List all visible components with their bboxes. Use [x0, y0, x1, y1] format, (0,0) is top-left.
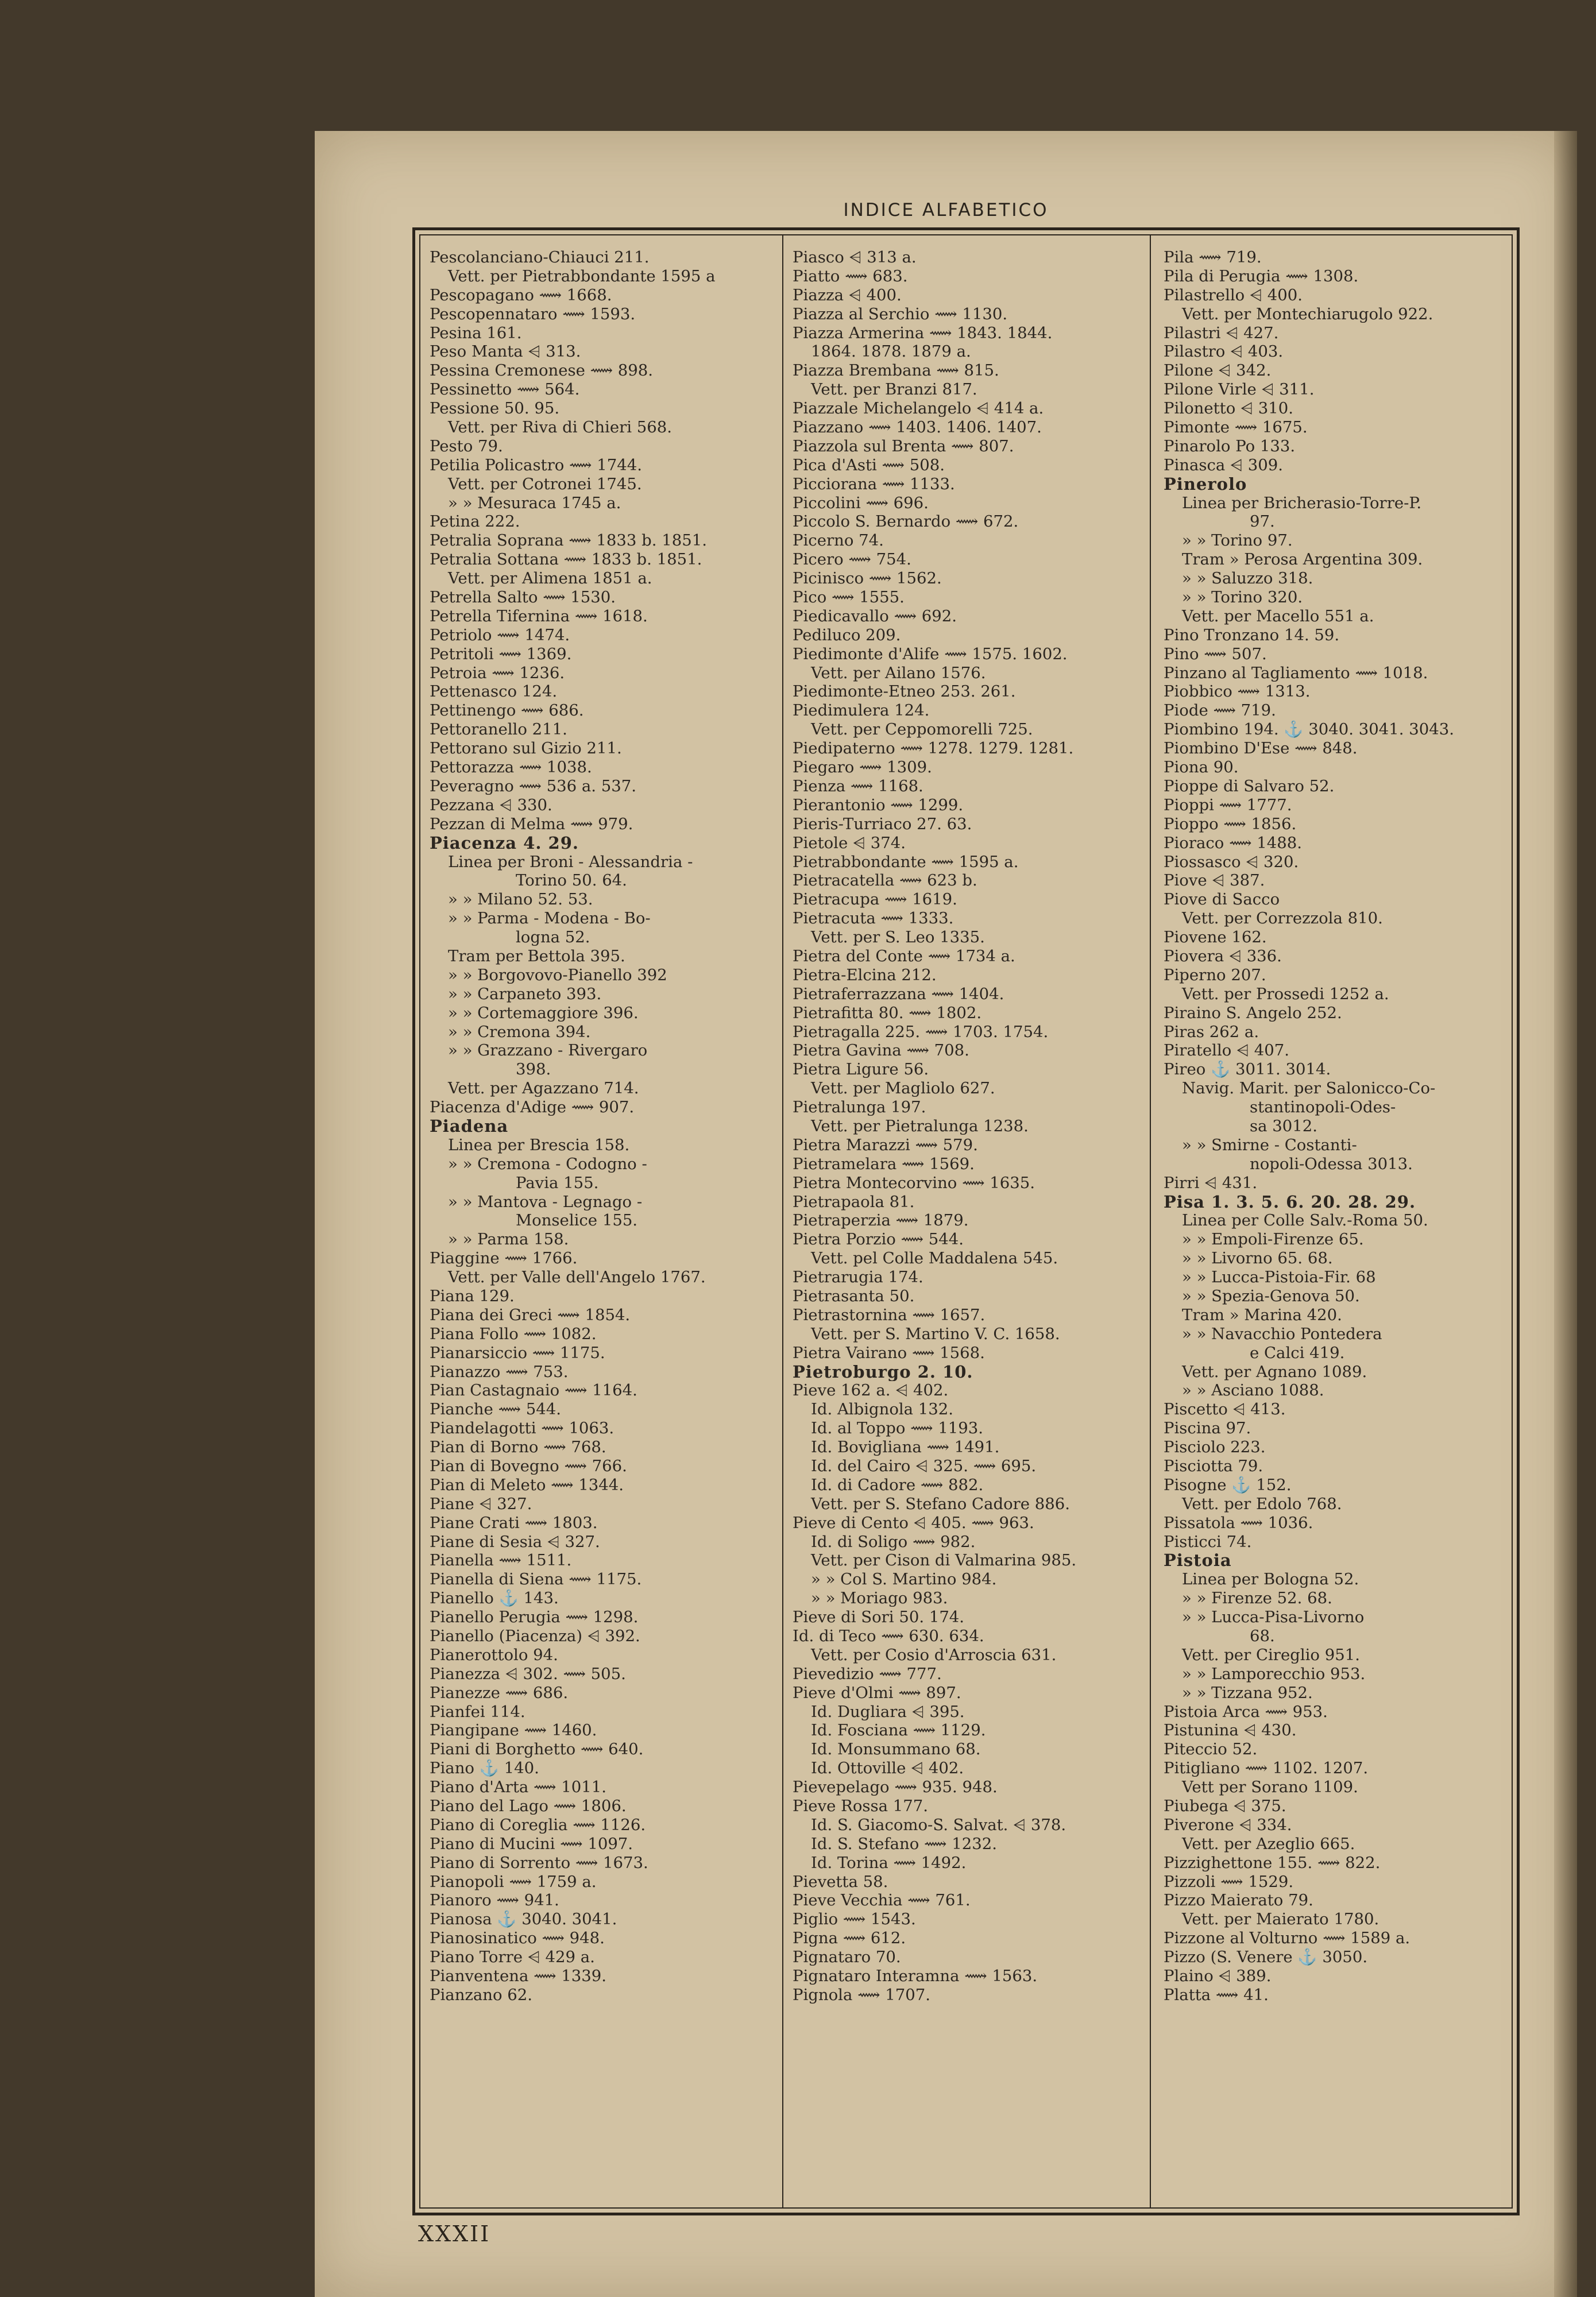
index-entry: » » Smirne - Costanti- [1182, 1135, 1357, 1154]
index-entry: 68. [1250, 1627, 1275, 1646]
index-entry: Pietra Gavina ⟿ 708. [793, 1041, 969, 1060]
index-entry: » » Milano 52. 53. [448, 890, 593, 909]
index-entry: Vett. per Cosio d'Arroscia 631. [811, 1645, 1057, 1664]
index-entry: Pianosinatico ⟿ 948. [430, 1929, 605, 1948]
index-entry: Piano del Lago ⟿ 1806. [430, 1797, 627, 1816]
index-entry: Pietralunga 197. [793, 1098, 926, 1117]
index-entry: Pignataro 70. [793, 1948, 901, 1967]
index-entry: Pila ⟿ 719. [1164, 248, 1262, 266]
column-divider [782, 235, 783, 2207]
index-entry: Pessinetto ⟿ 564. [430, 380, 580, 399]
index-entry: Pietramelara ⟿ 1569. [793, 1154, 975, 1173]
index-entry: Pesto 79. [430, 436, 503, 455]
index-entry: Pianerottolo 94. [430, 1645, 558, 1664]
index-entry: Picerno 74. [793, 531, 884, 550]
index-entry: » » Spezia-Genova 50. [1182, 1286, 1360, 1305]
index-entry: Vett. per Cison di Valmarina 985. [811, 1551, 1077, 1570]
index-entry: Petralia Soprana ⟿ 1833 b. 1851. [430, 531, 707, 550]
index-entry: Pizzo (S. Venere ⚓ 3050. [1164, 1948, 1368, 1967]
index-entry: Pilonetto ⩤ 310. [1164, 399, 1294, 418]
index-entry: Pievepelago ⟿ 935. 948. [793, 1778, 998, 1797]
index-entry: Id. del Cairo ⩤ 325. ⟿ 695. [811, 1457, 1037, 1475]
index-entry: Pettorano sul Gizio 211. [430, 739, 622, 758]
index-entry: Piccolini ⟿ 696. [793, 493, 929, 512]
index-entry: Piangipane ⟿ 1460. [430, 1721, 597, 1740]
index-entry: Piombino D'Ese ⟿ 848. [1164, 739, 1358, 758]
index-entry: Piano d'Arta ⟿ 1011. [430, 1778, 606, 1797]
index-entry: Piazzano ⟿ 1403. 1406. 1407. [793, 418, 1042, 437]
index-entry: Picciorana ⟿ 1133. [793, 474, 955, 493]
index-entry: Piverone ⩤ 334. [1164, 1815, 1292, 1834]
index-entry: Pieve Vecchia ⟿ 761. [793, 1891, 971, 1910]
index-entry: Piano ⚓ 140. [430, 1759, 539, 1778]
index-entry: Pieve Rossa 177. [793, 1797, 928, 1816]
index-entry: Pezzana ⩤ 330. [430, 795, 552, 814]
index-entry: Pino Tronzano 14. 59. [1164, 625, 1340, 644]
index-entry: Pianche ⟿ 544. [430, 1400, 561, 1419]
index-entry: Pisciotta 79. [1164, 1457, 1263, 1475]
index-entry: » » Asciano 1088. [1182, 1381, 1324, 1400]
index-entry: Pianazzo ⟿ 753. [430, 1362, 569, 1381]
index-entry: Plaino ⩤ 389. [1164, 1967, 1272, 1986]
index-entry: Torino 50. 64. [516, 871, 627, 890]
index-entry: Id. di Cadore ⟿ 882. [811, 1475, 984, 1494]
index-entry: Piatto ⟿ 683. [793, 266, 908, 285]
index-entry: Piana 129. [430, 1286, 515, 1305]
index-entry: Pievedizio ⟿ 777. [793, 1664, 942, 1683]
index-entry: Platta ⟿ 41. [1164, 1985, 1269, 2004]
index-entry: logna 52. [516, 928, 590, 947]
index-entry: Monselice 155. [516, 1211, 638, 1230]
index-entry: Piedipaterno ⟿ 1278. 1279. 1281. [793, 739, 1074, 758]
index-entry: Piedimulera 124. [793, 701, 930, 720]
index-frame [412, 227, 1520, 2215]
index-entry: Pescolanciano-Chiauci 211. [430, 248, 650, 266]
index-entry: Pieve d'Olmi ⟿ 897. [793, 1683, 961, 1702]
index-entry: Pioppi ⟿ 1777. [1164, 795, 1292, 814]
index-entry: Tram per Bettola 395. [448, 946, 625, 965]
index-entry: Piedimonte d'Alife ⟿ 1575. 1602. [793, 644, 1068, 663]
index-entry: Pignataro Interamna ⟿ 1563. [793, 1967, 1038, 1986]
index-entry: Pezzan di Melma ⟿ 979. [430, 814, 633, 833]
index-entry: Pignola ⟿ 1707. [793, 1985, 930, 2004]
index-entry: Vett. per Cireglio 951. [1182, 1645, 1360, 1664]
index-entry: Pinzano al Tagliamento ⟿ 1018. [1164, 663, 1428, 682]
index-entry: Piane Crati ⟿ 1803. [430, 1513, 598, 1532]
index-entry: » » Lucca-Pistoia-Fir. 68 [1182, 1268, 1376, 1287]
index-entry: Id. Fosciana ⟿ 1129. [811, 1721, 986, 1740]
index-entry: Piano di Mucini ⟿ 1097. [430, 1834, 633, 1853]
index-entry: Pietrabbondante ⟿ 1595 a. [793, 852, 1019, 871]
index-entry: Pietra del Conte ⟿ 1734 a. [793, 946, 1015, 965]
index-entry: Petralia Sottana ⟿ 1833 b. 1851. [430, 550, 702, 569]
index-heading: Pietroburgo 2. 10. [793, 1362, 973, 1382]
index-entry: Piras 262 a. [1164, 1022, 1259, 1041]
index-entry: Piove di Sacco [1164, 890, 1280, 909]
index-entry: Piode ⟿ 719. [1164, 701, 1276, 720]
index-entry: Vett. per Pietralunga 1238. [811, 1116, 1029, 1135]
index-entry: Piovera ⩤ 336. [1164, 946, 1282, 965]
index-entry: Pianezza ⩤ 302. ⟿ 505. [430, 1664, 626, 1683]
index-entry: Piazza Brembana ⟿ 815. [793, 361, 999, 380]
index-entry: Linea per Bricherasio-Torre-P. [1182, 493, 1422, 512]
index-entry: » » Mantova - Legnago - [448, 1192, 643, 1211]
index-entry: Pianello ⚓ 143. [430, 1589, 559, 1608]
index-entry: Id. Torina ⟿ 1492. [811, 1853, 967, 1872]
index-entry: Vett. per Riva di Chieri 568. [448, 418, 673, 437]
index-entry: Pettenasco 124. [430, 682, 558, 701]
index-entry: Pianosa ⚓ 3040. 3041. [430, 1910, 617, 1929]
index-entry: Pilone Virle ⩤ 311. [1164, 380, 1315, 399]
index-entry: Piazza ⩤ 400. [793, 285, 902, 304]
index-entry: Pietrasanta 50. [793, 1286, 915, 1305]
index-entry: Pietrastornina ⟿ 1657. [793, 1305, 986, 1324]
index-entry: Pievetta 58. [793, 1872, 888, 1891]
index-entry: Vett. per Correzzola 810. [1182, 909, 1383, 928]
index-entry: Pian di Bovegno ⟿ 766. [430, 1457, 627, 1475]
index-entry: Pitigliano ⟿ 1102. 1207. [1164, 1759, 1369, 1778]
index-entry: Vett. per Magliolo 627. [811, 1079, 995, 1098]
index-entry: Pianfei 114. [430, 1702, 525, 1721]
index-entry: Piazzola sul Brenta ⟿ 807. [793, 436, 1014, 455]
index-entry: Piedimonte-Etneo 253. 261. [793, 682, 1016, 701]
index-entry: Pireo ⚓ 3011. 3014. [1164, 1060, 1331, 1079]
index-entry: » » Cortemaggiore 396. [448, 1003, 639, 1022]
index-entry: Piteccio 52. [1164, 1740, 1258, 1759]
index-entry: Vett. per Pietrabbondante 1595 a [448, 266, 716, 285]
index-entry: Peso Manta ⩤ 313. [430, 342, 581, 361]
index-entry: Vett. per Montechiarugolo 922. [1182, 304, 1433, 323]
index-entry: Pietrapaola 81. [793, 1192, 915, 1211]
index-entry: » » Lamporecchio 953. [1182, 1664, 1366, 1683]
index-entry: Piscina 97. [1164, 1419, 1251, 1438]
index-entry: Piperno 207. [1164, 965, 1266, 984]
index-entry: » » Empoli-Firenze 65. [1182, 1230, 1364, 1249]
index-entry: Pettoranello 211. [430, 720, 567, 739]
index-entry: Vett per Sorano 1109. [1182, 1778, 1358, 1797]
index-entry: » » Cremona 394. [448, 1022, 591, 1041]
index-entry: Piano di Coreglia ⟿ 1126. [430, 1815, 646, 1834]
index-entry: » » Navacchio Pontedera [1182, 1324, 1382, 1343]
index-entry: Piacenza d'Adige ⟿ 907. [430, 1098, 635, 1117]
index-entry: Pessione 50. 95. [430, 399, 560, 418]
index-entry: Pianarsiccio ⟿ 1175. [430, 1343, 605, 1362]
index-entry: Piana dei Greci ⟿ 1854. [430, 1305, 631, 1324]
index-entry: Pianzano 62. [430, 1985, 533, 2004]
index-entry: Pilastri ⩤ 427. [1164, 323, 1279, 342]
index-entry: Pianventena ⟿ 1339. [430, 1967, 606, 1986]
index-entry: Pietra Montecorvino ⟿ 1635. [793, 1173, 1035, 1192]
index-heading: Pisa 1. 3. 5. 6. 20. 28. 29. [1164, 1192, 1416, 1212]
index-heading: Piacenza 4. 29. [430, 833, 579, 853]
index-entry: Piobbico ⟿ 1313. [1164, 682, 1311, 701]
index-heading: Pistoia [1164, 1551, 1232, 1571]
index-entry: Id. Ottoville ⩤ 402. [811, 1759, 964, 1778]
index-entry: Piubega ⩤ 375. [1164, 1797, 1286, 1816]
index-entry: Piove ⩤ 387. [1164, 871, 1265, 890]
index-entry: Pietole ⩤ 374. [793, 833, 906, 852]
index-entry: 1864. 1878. 1879 a. [811, 342, 971, 361]
index-entry: Pietra Marazzi ⟿ 579. [793, 1135, 978, 1154]
index-entry: Pietraferrazzana ⟿ 1404. [793, 984, 1004, 1003]
index-entry: Id. Albignola 132. [811, 1400, 954, 1419]
index-entry: Pietra Porzio ⟿ 544. [793, 1230, 964, 1249]
index-entry: » » Parma 158. [448, 1230, 569, 1249]
index-entry: Pizzighettone 155. ⟿ 822. [1164, 1853, 1381, 1872]
index-entry: Pirri ⩤ 431. [1164, 1173, 1258, 1192]
index-entry: Pilone ⩤ 342. [1164, 361, 1272, 380]
index-entry: Pieve di Cento ⩤ 405. ⟿ 963. [793, 1513, 1034, 1532]
index-entry: Pinasca ⩤ 309. [1164, 455, 1284, 474]
index-entry: Pilastrello ⩤ 400. [1164, 285, 1303, 304]
index-entry: Pieris-Turriaco 27. 63. [793, 814, 972, 833]
index-entry: Pian Castagnaio ⟿ 1164. [430, 1381, 637, 1400]
index-entry: Pioppe di Salvaro 52. [1164, 776, 1335, 795]
index-entry: Vett. per S. Stefano Cadore 886. [811, 1494, 1071, 1513]
index-entry: Pienza ⟿ 1168. [793, 776, 923, 795]
index-entry: Piano Torre ⩤ 429 a. [430, 1948, 595, 1967]
index-column-1 [430, 248, 770, 2005]
index-entry: Id. S. Stefano ⟿ 1232. [811, 1834, 997, 1853]
index-entry: » » Torino 320. [1182, 588, 1303, 607]
page-header: INDICE ALFABETICO [843, 200, 1049, 221]
index-entry: sa 3012. [1250, 1116, 1317, 1135]
index-entry: Pietra Ligure 56. [793, 1060, 929, 1079]
index-entry: Pica d'Asti ⟿ 508. [793, 455, 945, 474]
index-entry: Pisciolo 223. [1164, 1438, 1266, 1457]
index-entry: Piedicavallo ⟿ 692. [793, 606, 957, 625]
index-entry: Piraino S. Angelo 252. [1164, 1003, 1342, 1022]
index-entry: Piglio ⟿ 1543. [793, 1910, 916, 1929]
index-entry: Id. di Soligo ⟿ 982. [811, 1532, 976, 1551]
index-heading: Piadena [430, 1116, 509, 1136]
index-entry: » » Cremona - Codogno - [448, 1154, 647, 1173]
page-number: XXXII [418, 2221, 491, 2246]
index-entry: Petrella Salto ⟿ 1530. [430, 588, 616, 607]
index-entry: Pavia 155. [516, 1173, 599, 1192]
index-entry: Piscetto ⩤ 413. [1164, 1400, 1286, 1419]
index-entry: Pescopennataro ⟿ 1593. [430, 304, 636, 323]
index-entry: Petilia Policastro ⟿ 1744. [430, 455, 642, 474]
index-entry: Id. Bovigliana ⟿ 1491. [811, 1438, 1000, 1457]
index-entry: Pescopagano ⟿ 1668. [430, 285, 612, 304]
index-entry: Piandelagotti ⟿ 1063. [430, 1419, 615, 1438]
index-entry: Pissatola ⟿ 1036. [1164, 1513, 1313, 1532]
index-entry: Pierantonio ⟿ 1299. [793, 795, 964, 814]
index-entry: Peveragno ⟿ 536 a. 537. [430, 776, 637, 795]
index-entry: Vett. pel Colle Maddalena 545. [811, 1249, 1058, 1268]
index-entry: Vett. per S. Leo 1335. [811, 928, 985, 947]
index-entry: » » Saluzzo 318. [1182, 569, 1313, 588]
index-entry: Pian di Borno ⟿ 768. [430, 1438, 606, 1457]
index-entry: Pisticci 74. [1164, 1532, 1252, 1551]
index-entry: Tram » Perosa Argentina 309. [1182, 550, 1423, 569]
index-entry: » » Tizzana 952. [1182, 1683, 1313, 1702]
index-entry: Pizzone al Volturno ⟿ 1589 a. [1164, 1929, 1410, 1948]
index-entry: Pimonte ⟿ 1675. [1164, 418, 1308, 437]
index-entry: Tram » Marina 420. [1182, 1305, 1342, 1324]
index-entry: Pianella ⟿ 1511. [430, 1551, 572, 1570]
index-entry: Id. S. Giacomo-S. Salvat. ⩤ 378. [811, 1815, 1066, 1834]
index-entry: Id. di Teco ⟿ 630. 634. [793, 1627, 984, 1646]
index-entry: Pietracupa ⟿ 1619. [793, 890, 957, 909]
index-entry: Pianello Perugia ⟿ 1298. [430, 1608, 639, 1627]
index-entry: Pietragalla 225. ⟿ 1703. 1754. [793, 1022, 1049, 1041]
index-entry: Navig. Marit. per Salonicco-Co- [1182, 1079, 1436, 1098]
index-column-3 [1164, 248, 1508, 2005]
index-entry: Vett. per Edolo 768. [1182, 1494, 1342, 1513]
index-entry: Picero ⟿ 754. [793, 550, 911, 569]
index-entry: Linea per Broni - Alessandria - [448, 852, 693, 871]
index-entry: » » Carpaneto 393. [448, 984, 602, 1003]
index-entry: Piasco ⩤ 313 a. [793, 248, 917, 266]
index-entry: Pieve 162 a. ⩤ 402. [793, 1381, 949, 1400]
index-entry: Vett. per Prossedi 1252 a. [1182, 984, 1389, 1003]
index-entry: Piani di Borghetto ⟿ 640. [430, 1740, 644, 1759]
index-entry: Pian di Meleto ⟿ 1344. [430, 1475, 624, 1494]
index-entry: Vett. per Macello 551 a. [1182, 606, 1374, 625]
index-entry: Pesina 161. [430, 323, 522, 342]
index-heading: Pinerolo [1164, 474, 1247, 494]
index-entry: » » Moriago 983. [811, 1589, 948, 1608]
index-entry: Petriolo ⟿ 1474. [430, 625, 570, 644]
index-entry: Linea per Colle Salv.-Roma 50. [1182, 1211, 1428, 1230]
index-entry: » » Borgovovo-Pianello 392 [448, 965, 667, 984]
index-entry: » » Mesuraca 1745 a. [448, 493, 621, 512]
index-entry: Pettorazza ⟿ 1038. [430, 758, 592, 777]
index-entry: Piazza Armerina ⟿ 1843. 1844. [793, 323, 1053, 342]
index-entry: Pico ⟿ 1555. [793, 588, 905, 607]
index-entry: Pianella di Siena ⟿ 1175. [430, 1570, 642, 1589]
index-entry: Pioraco ⟿ 1488. [1164, 833, 1302, 852]
index-entry: Vett. per Branzi 817. [811, 380, 977, 399]
index-entry: Vett. per Agazzano 714. [448, 1079, 639, 1098]
index-entry: Piossasco ⩤ 320. [1164, 852, 1299, 871]
index-entry: Pietra-Elcina 212. [793, 965, 937, 984]
index-entry: Pietraperzia ⟿ 1879. [793, 1211, 969, 1230]
index-entry: Vett. per Azeglio 665. [1182, 1834, 1355, 1853]
index-entry: Pistunina ⩤ 430. [1164, 1721, 1297, 1740]
index-entry: Linea per Bologna 52. [1182, 1570, 1359, 1589]
index-entry: Piccolo S. Bernardo ⟿ 672. [793, 512, 1019, 531]
index-entry: Pietrafitta 80. ⟿ 1802. [793, 1003, 982, 1022]
index-entry: Pila di Perugia ⟿ 1308. [1164, 266, 1359, 285]
index-entry: Pianello (Piacenza) ⩤ 392. [430, 1627, 640, 1646]
index-entry: Id. Monsummano 68. [811, 1740, 981, 1759]
index-entry: Petina 222. [430, 512, 520, 531]
index-entry: » » Livorno 65. 68. [1182, 1249, 1333, 1268]
index-entry: » » Col S. Martino 984. [811, 1570, 997, 1589]
index-entry: » » Firenze 52. 68. [1182, 1589, 1332, 1608]
index-entry: Piano di Sorrento ⟿ 1673. [430, 1853, 648, 1872]
index-entry: Pietracuta ⟿ 1333. [793, 909, 954, 928]
index-entry: Piane ⩤ 327. [430, 1494, 532, 1513]
index-entry: Pianoro ⟿ 941. [430, 1891, 559, 1910]
index-entry: Picinisco ⟿ 1562. [793, 569, 942, 588]
index-entry: Piegaro ⟿ 1309. [793, 758, 932, 777]
index-entry: Vett. per Maierato 1780. [1182, 1910, 1379, 1929]
book-page [315, 131, 1577, 2297]
index-entry: Pino ⟿ 507. [1164, 644, 1267, 663]
index-entry: Piaggine ⟿ 1766. [430, 1249, 578, 1268]
index-entry: Pigna ⟿ 612. [793, 1929, 906, 1948]
index-entry: 97. [1250, 512, 1275, 531]
index-entry: Pianopoli ⟿ 1759 a. [430, 1872, 597, 1891]
index-entry: Id. al Toppo ⟿ 1193. [811, 1419, 984, 1438]
index-frame-inner-border [419, 234, 1513, 2209]
index-entry: Pieve di Sori 50. 174. [793, 1608, 965, 1627]
index-entry: Vett. per Ceppomorelli 725. [811, 720, 1033, 739]
index-entry: 398. [516, 1060, 551, 1079]
index-entry: Vett. per Alimena 1851 a. [448, 569, 652, 588]
index-entry: Pessina Cremonese ⟿ 898. [430, 361, 654, 380]
index-entry: Pisogne ⚓ 152. [1164, 1475, 1292, 1494]
index-entry: Pietrarugia 174. [793, 1268, 923, 1287]
index-entry: Pietracatella ⟿ 623 b. [793, 871, 977, 890]
index-entry: Pinarolo Po 133. [1164, 436, 1296, 455]
index-entry: Pioppo ⟿ 1856. [1164, 814, 1297, 833]
index-entry: Piane di Sesia ⩤ 327. [430, 1532, 600, 1551]
index-entry: Pilastro ⩤ 403. [1164, 342, 1284, 361]
index-entry: Piratello ⩤ 407. [1164, 1041, 1290, 1060]
column-divider [1150, 235, 1151, 2207]
index-entry: stantinopoli-Odes- [1250, 1098, 1396, 1117]
index-entry: Pizzo Maierato 79. [1164, 1891, 1313, 1910]
book-spine-shadow [1554, 131, 1577, 2297]
index-entry: Id. Dugliara ⩤ 395. [811, 1702, 965, 1721]
index-entry: Piana Follo ⟿ 1082. [430, 1324, 597, 1343]
index-entry: Vett. per S. Martino V. C. 1658. [811, 1324, 1060, 1343]
index-entry: » » Torino 97. [1182, 531, 1293, 550]
index-entry: Vett. per Agnano 1089. [1182, 1362, 1367, 1381]
index-entry: » » Parma - Modena - Bo- [448, 909, 651, 928]
index-entry: Vett. per Valle dell'Angelo 1767. [448, 1268, 706, 1287]
index-entry: Pietra Vairano ⟿ 1568. [793, 1343, 985, 1362]
index-entry: e Calci 419. [1250, 1343, 1345, 1362]
index-entry: Petroia ⟿ 1236. [430, 663, 565, 682]
index-entry: Pizzoli ⟿ 1529. [1164, 1872, 1294, 1891]
index-entry: Pettinengo ⟿ 686. [430, 701, 584, 720]
index-entry: Pistoia Arca ⟿ 953. [1164, 1702, 1328, 1721]
index-entry: Piombino 194. ⚓ 3040. 3041. 3043. [1164, 720, 1454, 739]
index-entry: nopoli-Odessa 3013. [1250, 1154, 1413, 1173]
index-entry: Petritoli ⟿ 1369. [430, 644, 572, 663]
index-entry: Pianezze ⟿ 686. [430, 1683, 569, 1702]
index-entry: Piazzale Michelangelo ⩤ 414 a. [793, 399, 1044, 418]
index-entry: » » Grazzano - Rivergaro [448, 1041, 648, 1060]
index-entry: Vett. per Ailano 1576. [811, 663, 986, 682]
index-column-2 [793, 248, 1135, 2005]
index-entry: » » Lucca-Pisa-Livorno [1182, 1608, 1365, 1627]
index-entry: Petrella Tifernina ⟿ 1618. [430, 606, 648, 625]
index-entry: Piazza al Serchio ⟿ 1130. [793, 304, 1008, 323]
index-entry: Pediluco 209. [793, 625, 901, 644]
index-entry: Vett. per Cotronei 1745. [448, 474, 642, 493]
index-entry: Piona 90. [1164, 758, 1239, 777]
index-entry: Linea per Brescia 158. [448, 1135, 630, 1154]
index-entry: Piovene 162. [1164, 928, 1267, 947]
